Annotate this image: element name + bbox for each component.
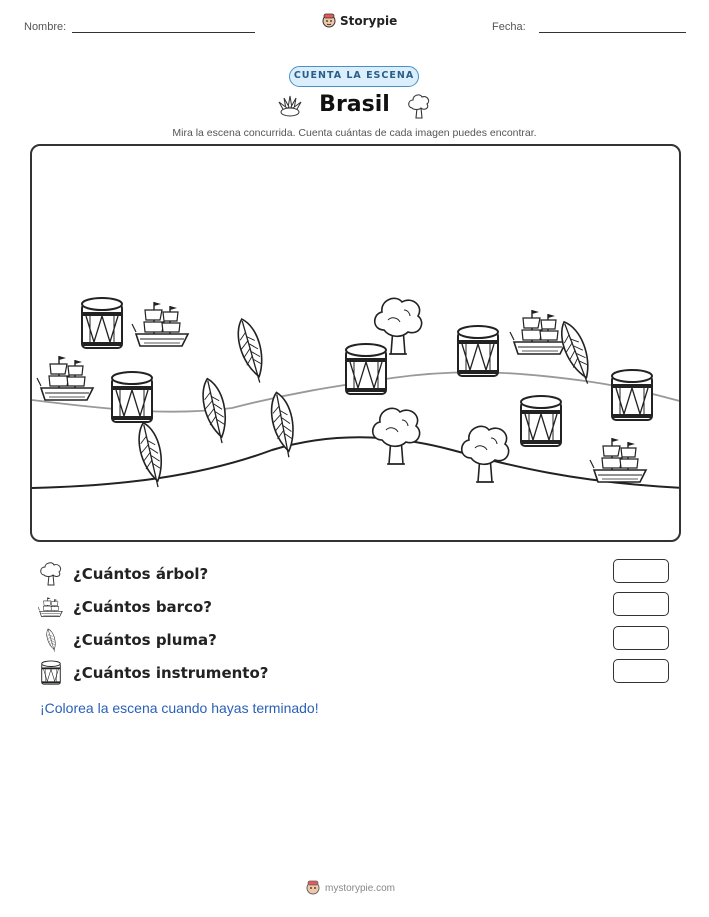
title-tree-icon [406,92,432,120]
ship-icon [38,594,64,620]
name-label: Nombre: [24,21,67,33]
scene-ship-1 [132,302,188,346]
date-field[interactable] [539,32,686,33]
scene-ship-4 [590,438,646,482]
storypie-mascot-icon [322,13,336,29]
scene-drum-2 [112,372,152,422]
question-ship [38,594,212,620]
instructions: Mira la escena concurrida. Cuenta cuántas de cada imagen puedes encontrar. [172,127,537,139]
footer-url[interactable]: mystorypie.com [325,882,396,894]
tree-icon [38,561,64,587]
scene-drum-3 [346,344,386,394]
scene-drawing [32,146,681,542]
answer-box-ship[interactable] [613,592,669,616]
date-label: Fecha: [492,21,526,33]
question-text: ¿Cuántos instrumento? [73,664,269,682]
scene-drum-5 [521,396,561,446]
counting-scene [30,144,681,542]
question-text: ¿Cuántos pluma? [73,631,217,649]
scene-feather-5 [556,318,597,387]
scene-drum-4 [458,326,498,376]
scene-drum-1 [82,298,122,348]
scene-drum-6 [612,370,652,420]
question-feather [38,627,217,653]
answer-box-drum[interactable] [613,659,669,683]
brand-name: Storypie [340,14,398,28]
page-title: Brasil [319,92,390,117]
coloring-instruction: ¡Colorea la escena cuando hayas terminado! [40,700,319,716]
scene-ship-2 [37,356,93,400]
activity-badge: CUENTA LA ESCENA [289,66,419,87]
drum-icon [38,660,64,686]
feather-icon [38,627,64,653]
scene-tree-2 [373,408,420,464]
storypie-footer-icon [306,880,320,896]
question-tree [38,561,208,587]
scene-tree-3 [462,426,509,482]
question-text: ¿Cuántos árbol? [73,565,209,583]
answer-box-tree[interactable] [613,559,669,583]
scene-feather-3 [268,391,299,459]
question-text: ¿Cuántos barco? [73,598,212,616]
footer [306,880,395,896]
scene-ship-3 [510,310,566,354]
question-drum [38,660,268,686]
scene-feather-1 [233,316,269,385]
storypie-logo [322,13,397,29]
name-field[interactable] [72,32,255,33]
answer-box-feather[interactable] [613,626,669,650]
